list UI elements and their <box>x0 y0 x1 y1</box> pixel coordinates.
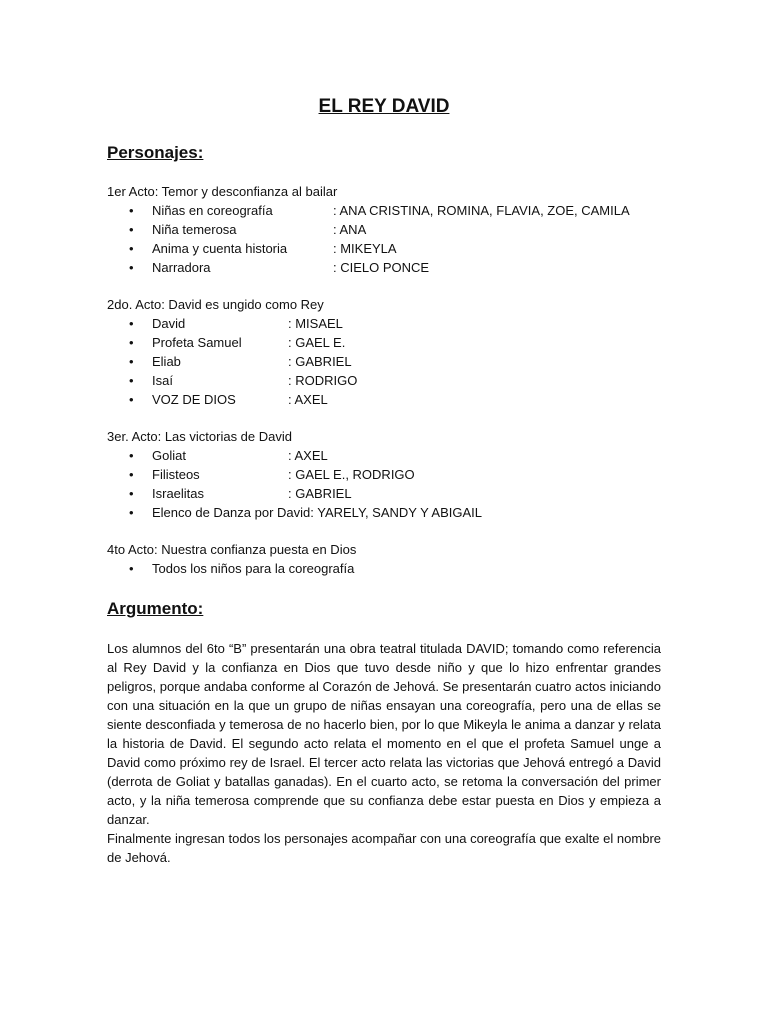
cast-list-item <box>107 484 661 503</box>
cast-list <box>107 559 661 578</box>
character-role: Niña temerosa <box>152 222 237 237</box>
character-cast: : AXEL <box>288 392 328 407</box>
bullet-icon: • <box>129 316 134 331</box>
bullet-icon: • <box>129 486 134 501</box>
bullet-icon: • <box>129 241 134 256</box>
cast-list-item <box>107 371 661 390</box>
bullet-icon: • <box>129 373 134 388</box>
act-title: 2do. Acto: David es ungido como Rey <box>107 297 324 312</box>
argument-body <box>107 639 661 867</box>
character-cast: : GAEL E., RODRIGO <box>288 467 415 482</box>
character-role: Filisteos <box>152 467 200 482</box>
character-cast: Elenco de Danza por David: YARELY, SANDY Y ABIGAIL <box>152 505 483 520</box>
characters-heading: Personajes: <box>107 143 204 162</box>
character-role: Goliat <box>152 448 186 463</box>
character-role: Niñas en coreografía <box>152 203 273 218</box>
bullet-icon: • <box>129 222 134 237</box>
cast-list-item <box>107 465 661 484</box>
act-3 <box>107 427 661 522</box>
character-role: David <box>152 316 186 331</box>
character-role: Profeta Samuel <box>152 335 242 350</box>
act-title: 1er Acto: Temor y desconfianza al bailar <box>107 184 338 199</box>
character-cast: : GABRIEL <box>288 486 352 501</box>
cast-list-item <box>107 446 661 465</box>
cast-list-item <box>107 559 661 578</box>
character-cast: : MIKEYLA <box>333 241 397 256</box>
document-page <box>107 92 661 867</box>
character-cast: : RODRIGO <box>288 373 358 388</box>
bullet-icon: • <box>129 354 134 369</box>
argument-paragraph: Finalmente ingresan todos los personajes acompañar con una coreografía que exalte el nombre de Jehová. <box>107 831 661 865</box>
cast-list <box>107 446 661 522</box>
document-title: EL REY DAVID <box>318 96 450 117</box>
cast-list-item <box>107 390 661 409</box>
character-role: Israelitas <box>152 486 205 501</box>
character-role: VOZ DE DIOS <box>152 392 236 407</box>
argument-heading: Argumento: <box>107 599 204 618</box>
bullet-icon: • <box>129 392 134 407</box>
bullet-icon: • <box>129 561 134 576</box>
bullet-icon: • <box>129 467 134 482</box>
cast-list-item <box>107 201 661 220</box>
character-role: Eliab <box>152 354 181 369</box>
character-cast: : GABRIEL <box>288 354 352 369</box>
character-cast: : CIELO PONCE <box>333 260 430 275</box>
acts-section <box>107 182 661 578</box>
character-cast: : ANA CRISTINA, ROMINA, FLAVIA, ZOE, CAMILA <box>333 203 630 218</box>
character-cast: : AXEL <box>288 448 328 463</box>
cast-list-item <box>107 239 661 258</box>
argument-paragraph: Los alumnos del 6to “B” presentarán una obra teatral titulada DAVID; tomando como referencia al Rey David y la confianza en Dios que tuvo desde niño y que lo hizo enfrentar grandes peligros, porque andaba conforme al Corazón de Jehová. Se presentarán cuatro actos iniciando con una situación en la que un grupo de niñas ensayan una coreografía, pero una de ellas se siente desconfiada y temerosa de no hacerlo bien, por lo que Mikeyla le anima a danzar y relata la historia de David. El segundo acto relata el momento en el que el profeta Samuel unge a David como próximo rey de Israel. El tercer acto relata las victorias que Jehová entregó a David (derrota de Goliat y batallas ganadas). En el cuarto acto, se retoma la conversación del primer acto, y la niña temerosa comprende que su confianza debe estar puesta en Dios y empieza a danzar. <box>107 641 661 827</box>
cast-list-item <box>107 314 661 333</box>
act-2 <box>107 295 661 409</box>
character-role: Anima y cuenta historia <box>152 241 288 256</box>
character-cast: : GAEL E. <box>288 335 346 350</box>
cast-list-item <box>107 503 661 522</box>
act-title: 3er. Acto: Las victorias de David <box>107 429 292 444</box>
cast-list-item <box>107 352 661 371</box>
character-cast: Todos los niños para la coreografía <box>152 561 355 576</box>
act-title: 4to Acto: Nuestra confianza puesta en Dios <box>107 542 357 557</box>
character-role: Narradora <box>152 260 211 275</box>
bullet-icon: • <box>129 335 134 350</box>
character-cast: : ANA <box>333 222 367 237</box>
character-role: Isaí <box>152 373 173 388</box>
cast-list-item <box>107 220 661 239</box>
bullet-icon: • <box>129 505 134 520</box>
cast-list <box>107 314 661 409</box>
bullet-icon: • <box>129 260 134 275</box>
act-1 <box>107 182 661 277</box>
act-4 <box>107 540 661 578</box>
cast-list <box>107 201 661 277</box>
character-cast: : MISAEL <box>288 316 343 331</box>
cast-list-item <box>107 258 661 277</box>
bullet-icon: • <box>129 448 134 463</box>
bullet-icon: • <box>129 203 134 218</box>
cast-list-item <box>107 333 661 352</box>
